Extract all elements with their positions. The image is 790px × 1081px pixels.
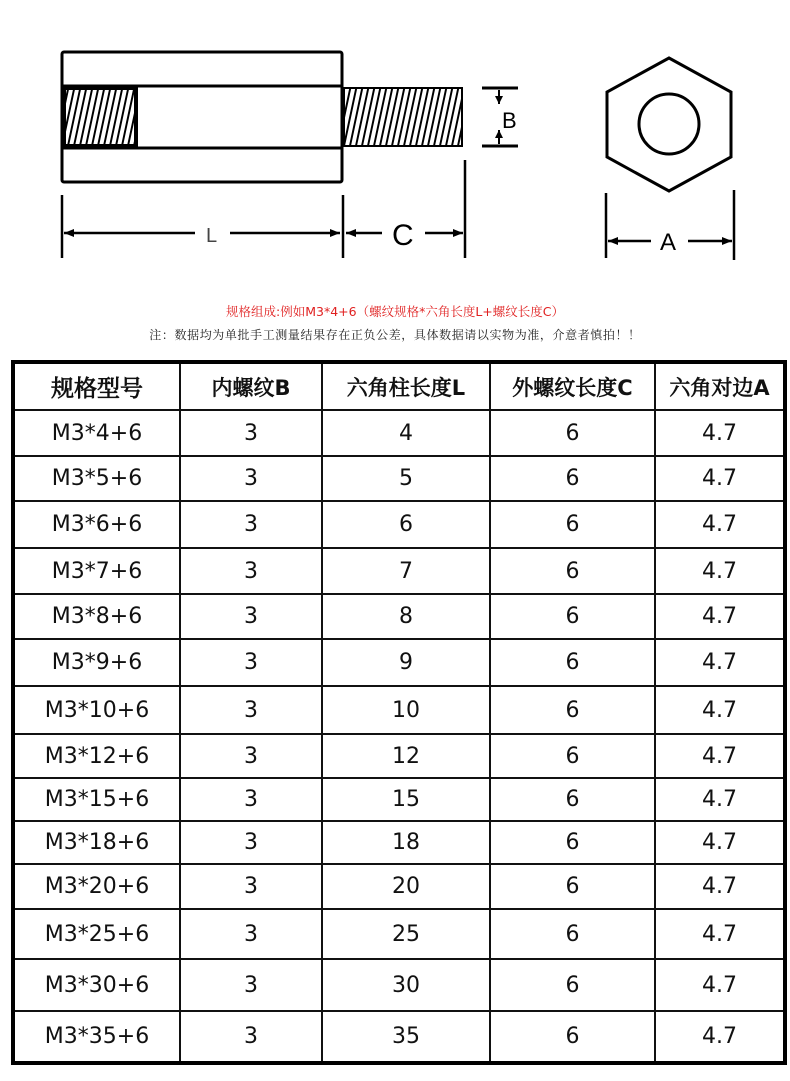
cell-model: M3*25+6 [13, 909, 180, 959]
cell-across-flats-a: 4.7 [655, 959, 785, 1011]
cell-inner-thread-b: 3 [180, 501, 322, 548]
outer-thread [344, 88, 462, 146]
cell-outer-thread-length-c: 6 [490, 959, 655, 1011]
cell-inner-thread-b: 3 [180, 909, 322, 959]
hole-end-view [639, 94, 699, 154]
cell-across-flats-a: 4.7 [655, 864, 785, 909]
cell-outer-thread-length-c: 6 [490, 1011, 655, 1063]
inner-thread [64, 88, 136, 146]
cell-hex-length-l: 4 [322, 410, 490, 456]
cell-hex-length-l: 5 [322, 456, 490, 501]
cell-model: M3*9+6 [13, 639, 180, 686]
cell-model: M3*18+6 [13, 821, 180, 864]
cell-outer-thread-length-c: 6 [490, 456, 655, 501]
header-outer-thread-length-c: 外螺纹长度C [490, 362, 655, 410]
cell-inner-thread-b: 3 [180, 821, 322, 864]
table-row [13, 686, 785, 734]
cell-outer-thread-length-c: 6 [490, 548, 655, 594]
cell-model: M3*4+6 [13, 410, 180, 456]
cell-across-flats-a: 4.7 [655, 410, 785, 456]
cell-outer-thread-length-c: 6 [490, 686, 655, 734]
dim-label-b: B [502, 108, 517, 133]
cell-inner-thread-b: 3 [180, 864, 322, 909]
cell-hex-length-l: 30 [322, 959, 490, 1011]
table-row [13, 778, 785, 821]
cell-across-flats-a: 4.7 [655, 778, 785, 821]
table-row [13, 864, 785, 909]
cell-across-flats-a: 4.7 [655, 821, 785, 864]
table-row [13, 501, 785, 548]
cell-inner-thread-b: 3 [180, 410, 322, 456]
cell-model: M3*6+6 [13, 501, 180, 548]
measurement-note: 注：数据均为单批手工测量结果存在正负公差，具体数据请以实物为准，介意者慎拍！！ [149, 328, 641, 342]
cell-inner-thread-b: 3 [180, 959, 322, 1011]
cell-model: M3*5+6 [13, 456, 180, 501]
cell-hex-length-l: 12 [322, 734, 490, 778]
cell-across-flats-a: 4.7 [655, 639, 785, 686]
cell-hex-length-l: 9 [322, 639, 490, 686]
table-row [13, 959, 785, 1011]
header-hex-length-l: 六角柱长度L [322, 362, 490, 410]
cell-outer-thread-length-c: 6 [490, 639, 655, 686]
cell-across-flats-a: 4.7 [655, 909, 785, 959]
cell-hex-length-l: 10 [322, 686, 490, 734]
cell-across-flats-a: 4.7 [655, 456, 785, 501]
cell-outer-thread-length-c: 6 [490, 594, 655, 639]
table-row [13, 1011, 785, 1063]
cell-inner-thread-b: 3 [180, 734, 322, 778]
cell-outer-thread-length-c: 6 [490, 821, 655, 864]
cell-model: M3*10+6 [13, 686, 180, 734]
cell-across-flats-a: 4.7 [655, 548, 785, 594]
cell-inner-thread-b: 3 [180, 548, 322, 594]
cell-inner-thread-b: 3 [180, 639, 322, 686]
cell-model: M3*30+6 [13, 959, 180, 1011]
dim-label-c: C [392, 219, 414, 252]
cell-hex-length-l: 7 [322, 548, 490, 594]
cell-hex-length-l: 6 [322, 501, 490, 548]
cell-inner-thread-b: 3 [180, 594, 322, 639]
cell-across-flats-a: 4.7 [655, 501, 785, 548]
table-row [13, 456, 785, 501]
cell-hex-length-l: 20 [322, 864, 490, 909]
cell-model: M3*20+6 [13, 864, 180, 909]
table-row [13, 639, 785, 686]
cell-model: M3*35+6 [13, 1011, 180, 1063]
table-row [13, 821, 785, 864]
dim-label-l: L [206, 225, 218, 247]
cell-across-flats-a: 4.7 [655, 686, 785, 734]
cell-model: M3*8+6 [13, 594, 180, 639]
table-header-row [13, 362, 785, 410]
cell-across-flats-a: 4.7 [655, 1011, 785, 1063]
cell-model: M3*12+6 [13, 734, 180, 778]
header-across-flats-a: 六角对边A [655, 362, 785, 410]
cell-inner-thread-b: 3 [180, 778, 322, 821]
cell-outer-thread-length-c: 6 [490, 909, 655, 959]
cell-hex-length-l: 25 [322, 909, 490, 959]
cell-model: M3*15+6 [13, 778, 180, 821]
table-row [13, 734, 785, 778]
cell-outer-thread-length-c: 6 [490, 734, 655, 778]
cell-hex-length-l: 8 [322, 594, 490, 639]
cell-inner-thread-b: 3 [180, 1011, 322, 1063]
cell-outer-thread-length-c: 6 [490, 864, 655, 909]
cell-outer-thread-length-c: 6 [490, 410, 655, 456]
cell-hex-length-l: 15 [322, 778, 490, 821]
cell-across-flats-a: 4.7 [655, 594, 785, 639]
table-row [13, 594, 785, 639]
cell-outer-thread-length-c: 6 [490, 501, 655, 548]
dim-label-a: A [660, 229, 677, 256]
cell-inner-thread-b: 3 [180, 456, 322, 501]
cell-hex-length-l: 35 [322, 1011, 490, 1063]
standoff-diagram [0, 0, 790, 290]
table-row [13, 548, 785, 594]
header-inner-thread-b: 内螺纹B [180, 362, 322, 410]
spec-table [11, 360, 787, 1065]
cell-model: M3*7+6 [13, 548, 180, 594]
cell-across-flats-a: 4.7 [655, 734, 785, 778]
hex-end-view [607, 58, 731, 191]
cell-outer-thread-length-c: 6 [490, 778, 655, 821]
cell-inner-thread-b: 3 [180, 686, 322, 734]
table-row [13, 410, 785, 456]
table-row [13, 909, 785, 959]
header-model: 规格型号 [13, 362, 180, 410]
spec-format-caption: 规格组成:例如M3*4+6（螺纹规格*六角长度L+螺纹长度C） [226, 304, 564, 319]
cell-hex-length-l: 18 [322, 821, 490, 864]
